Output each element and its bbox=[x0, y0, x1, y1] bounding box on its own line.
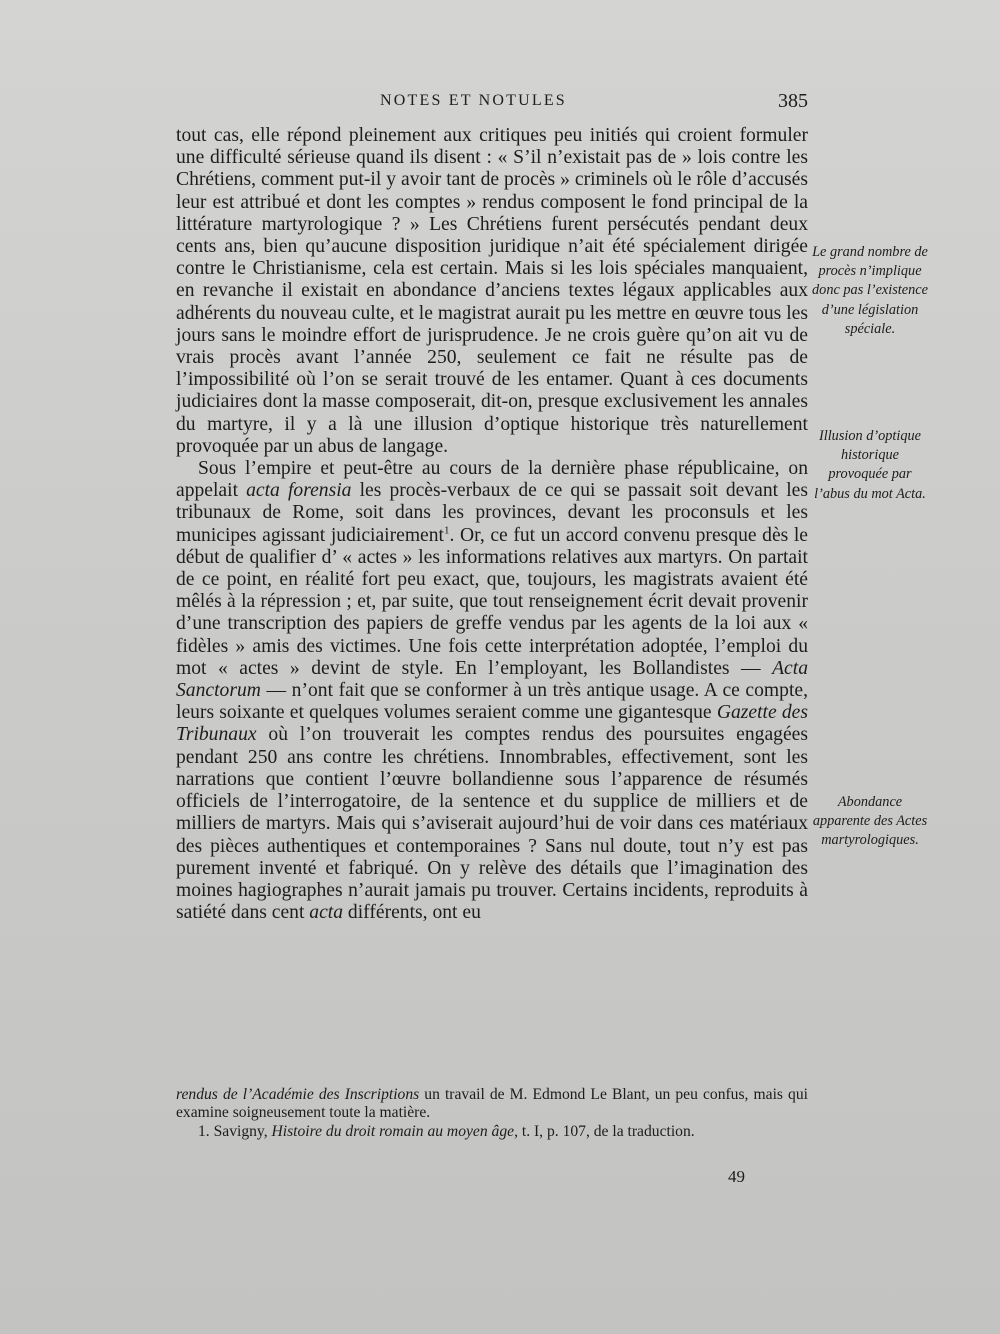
running-title: NOTES ET NOTULES bbox=[380, 92, 567, 109]
footnote-title: Histoire du droit romain au moyen âge bbox=[271, 1122, 515, 1140]
page-number: 385 bbox=[778, 90, 808, 112]
footnote-number: 1. bbox=[198, 1122, 210, 1140]
footnote-italic-title: rendus de l’Académie des Inscriptions bbox=[176, 1086, 420, 1103]
text-segment: différents, ont eu bbox=[343, 902, 481, 924]
footnote-author: Savigny, bbox=[209, 1122, 272, 1140]
margin-note-3: Abondance apparente des Actes martyrologiques. bbox=[812, 794, 928, 849]
margin-notes bbox=[812, 0, 928, 1334]
footnote-text: un travail de M. Edmond Le Blant, un peu confus, mais qui examine soigneusement toute la matière. bbox=[176, 1086, 808, 1122]
italic-term-acta: acta bbox=[309, 902, 344, 924]
italic-title-gazette: Gazette des Tribunaux bbox=[176, 702, 808, 746]
text-segment: les procès-verbaux de ce qui se passait soit devant les tribunaux de Rome, soit dans les provinces, devant les proconsuls et les municipes agissant judiciairement bbox=[176, 480, 808, 546]
footnote-1 bbox=[176, 1123, 808, 1141]
margin-note-1: Le grand nombre de procès n’implique donc pas l’existence d’une législation spéciale. bbox=[812, 244, 928, 337]
main-text bbox=[176, 125, 808, 924]
running-head bbox=[176, 90, 808, 120]
footnote-text: , t. I, p. 107, de la traduction. bbox=[514, 1122, 695, 1140]
text-segment: . Or, ce fut un accord convenu presque dès le début de qualifier d’ « actes » les informations relatives aux martyrs. On partait de ce point, en réalité fort peu exact, que, toujours, les magistrats avaient été mêlés à la répression ; et, par suite, que tout renseignement écrit devait provenir d’une transcription des papiers de greffe vendus par les agents de la loi aux « fidèles » amis des victimes. Une fois cette interprétation adoptée, l’emploi du mot « actes » devint de style. En l’employant, les Bollandistes — bbox=[176, 524, 808, 679]
footnote-reference: 1 bbox=[444, 524, 450, 537]
text-segment: — n’ont fait que se conformer à un très antique usage. A ce compte, leurs soixante et quelques volumes seraient comme une gigantesque bbox=[176, 680, 808, 724]
italic-title-acta-sanctorum: Acta Sanctorum bbox=[176, 657, 808, 702]
paragraph-1: tout cas, elle répond pleinement aux critiques peu initiés qui croient formuler une difficulté sérieuse quand ils disent : « S’il n’existait pas de » lois contre les Chrétiens, comment put-il y avoir tant de procès » criminels où le rôle d’accusés leur est attribué et dont les comptes » rendus composent le fond principal de la littérature martyrologique ? » Les Chrétiens furent persécutés pendant deux cents ans, bien qu’aucune disposition juridique n’ait été spécialement dirigée contre le Christianisme, cela est certain. Mais si les lois spéciales manquaient, en revanche il existait en abondance d’anciens textes légaux applicables aux adhérents du nouveau culte, et le magistrat aurait pu les mettre en œuvre tous les jours sans le moindre effort de jurisprudence. Je ne crois guère qu’on ait vu de vrais procès avant l’année 250, seulement ce fait ne résulte pas de l’impossibilité où l’on se serait trouvé de les entamer. Quant à ces documents judiciaires dont la masse composerait, dit-on, presque exclusivement les annales du martyre, il y a là une illusion d’optique historique très naturellement provoquée par un abus de langage. bbox=[176, 125, 808, 457]
footnote-continued bbox=[176, 1086, 808, 1123]
footnotes bbox=[176, 1086, 808, 1141]
italic-term-acta-forensia: acta forensia bbox=[246, 480, 352, 502]
text-segment: où l’on trouverait les comptes rendus des poursuites engagées pendant 250 ans contre les chrétiens. Innombrables, effectivement, sont les narrations que contient l’œuvre bollandienne sous l’apparence de résumés officiels de l’interrogatoire, de la sentence et du supplice de milliers et de milliers de martyrs. Mais qui s’aviserait aujourd’hui de voir dans ces matériaux des pièces authentiques et contemporaines ? Sans nul doute, tout n’y est pas purement inventé et fabriqué. On y relève des détails que l’imagination des moines hagiographes n’aurait jamais pu trouver. Certains incidents, reproduits à satiété dans cent bbox=[176, 724, 808, 924]
signature-mark: 49 bbox=[728, 1167, 745, 1186]
text-segment: Sous l’empire et peut-être au cours de la dernière phase républicaine, on appelait bbox=[176, 458, 808, 502]
margin-note-2: Illusion d’optique historique provoquée par l’abus du mot Acta. bbox=[814, 428, 926, 502]
paragraph-2 bbox=[176, 458, 808, 924]
